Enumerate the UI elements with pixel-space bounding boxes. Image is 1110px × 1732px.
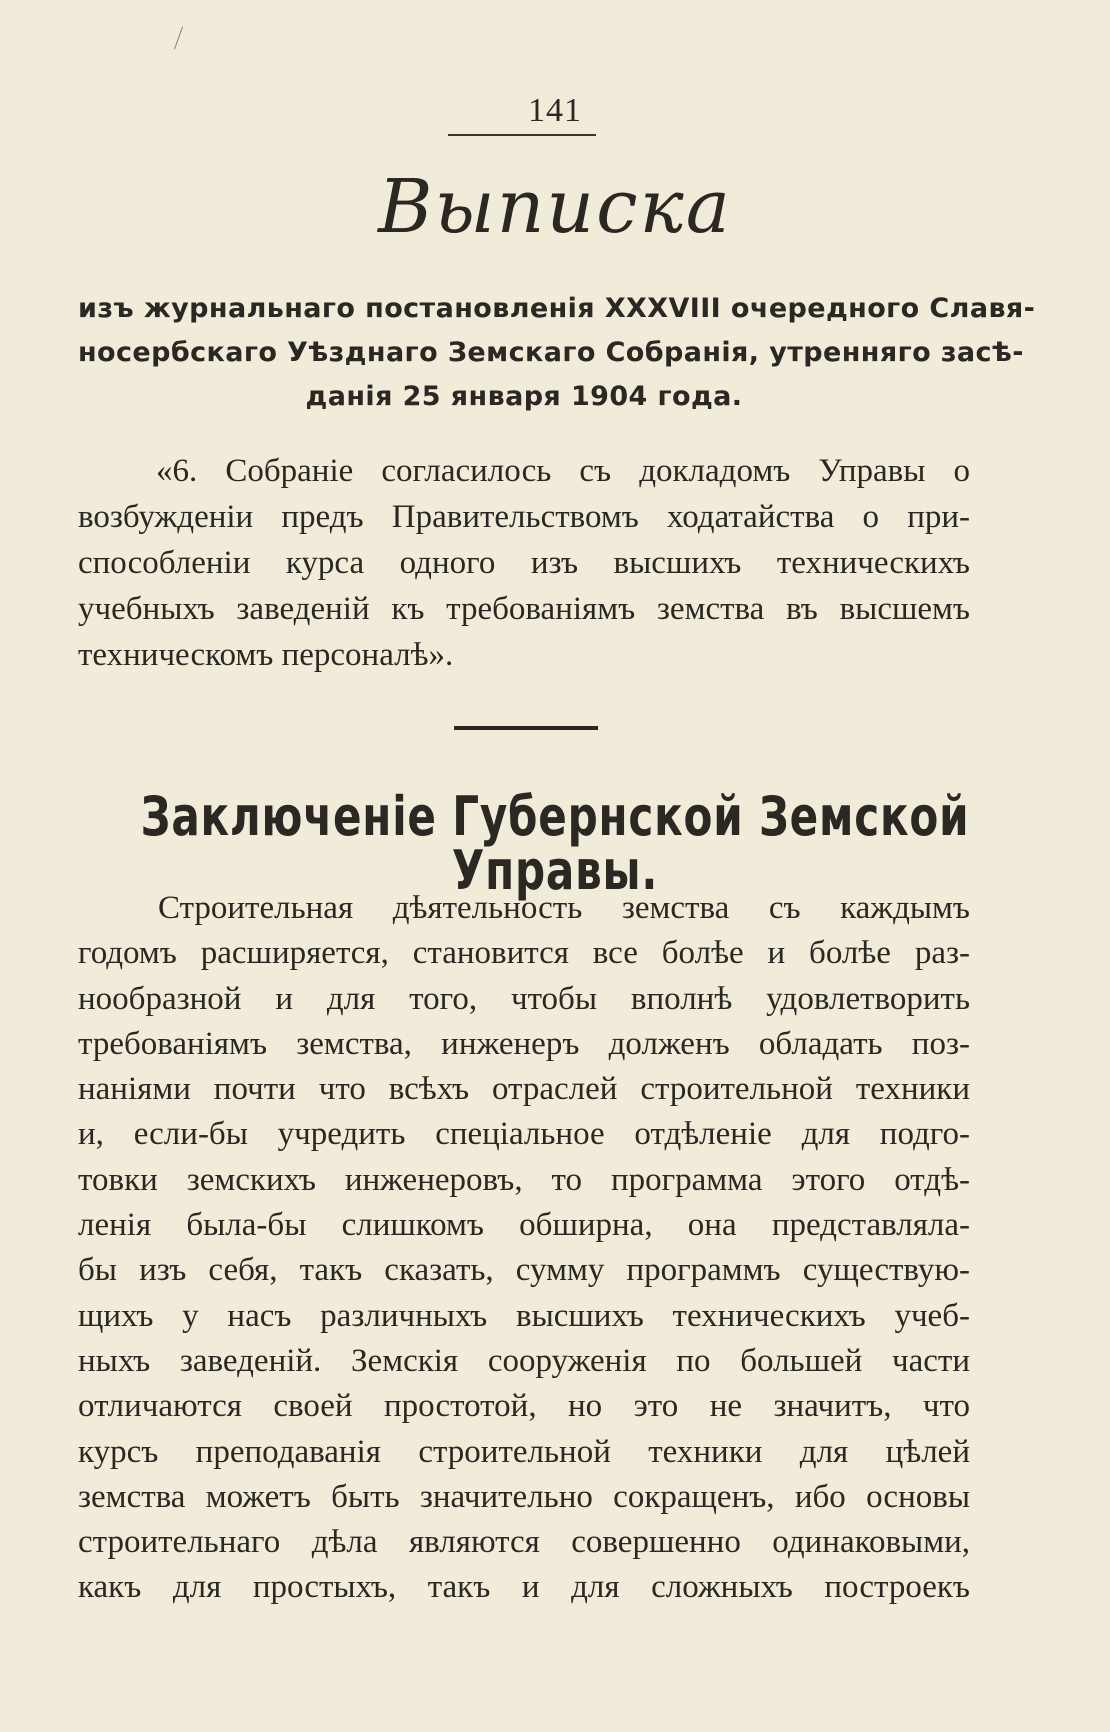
body-line: ленія была-бы слишкомъ обширна, она представляла- [78, 1207, 970, 1244]
subtitle-line: изъ журнальнаго постановленія XXXVIII очередного Славя- [78, 293, 1036, 324]
section-divider [454, 726, 598, 730]
body-line: годомъ расширяется, становится все болѣе и болѣе раз- [78, 935, 970, 972]
section-heading: Заключеніе Губернской Земской Управы. [140, 785, 970, 902]
subtitle-line: данія 25 января 1904 года. [305, 381, 743, 412]
body-line: строительнаго дѣла являются совершенно одинаковыми, [78, 1524, 970, 1561]
body-line: щихъ у насъ различныхъ высшихъ техническихъ учеб- [78, 1297, 970, 1334]
body-line: курсъ преподаванія строительной техники для цѣлей [78, 1433, 970, 1470]
body-line: бы изъ себя, такъ сказать, сумму программъ существую- [78, 1252, 970, 1289]
body-line: требованіямъ земства, инженеръ долженъ обладать поз- [78, 1025, 970, 1062]
quote-line: техническомъ персоналѣ». [78, 637, 454, 673]
body-line: товки земскихъ инженеровъ, то программа этого отдѣ- [78, 1161, 970, 1198]
body-line: какъ для простыхъ, такъ и для сложныхъ построекъ [78, 1569, 970, 1606]
body-line: ныхъ заведеній. Земскія сооруженія по большей части [78, 1342, 970, 1379]
body-line: нообразной и для того, чтобы вполнѣ удовлетворить [78, 980, 970, 1017]
quote-line: возбужденіи предъ Правительствомъ ходатайства о при- [78, 499, 970, 535]
page-number-rule [448, 134, 596, 136]
page-number: 141 [528, 92, 582, 129]
subtitle-line: носербскаго Уѣзднаго Земскаго Собранія, утренняго засѣ- [78, 337, 1024, 368]
quote-line: учебныхъ заведеній къ требованіямъ земства въ высшемъ [78, 591, 970, 627]
body-text [78, 886, 970, 1611]
document-title: Выписка [378, 164, 732, 250]
body-line: отличаются своей простотой, но это не значитъ, что [78, 1388, 970, 1425]
margin-mark [174, 27, 183, 50]
quote-line: «6. Собраніе согласилось съ докладомъ Управы о [156, 453, 970, 489]
quote-line: способленіи курса одного изъ высшихъ техническихъ [78, 545, 970, 581]
body-line: Строительная дѣятельность земства съ каждымъ [158, 890, 970, 926]
document-subtitle [78, 287, 1036, 419]
body-line: и, если-бы учредить спеціальное отдѣленіе для подго- [78, 1116, 970, 1153]
body-line: наніями почти что всѣхъ отраслей строительной техники [78, 1071, 970, 1108]
body-line: земства можетъ быть значительно сокращенъ, ибо основы [78, 1478, 970, 1515]
resolution-quote [78, 448, 970, 678]
